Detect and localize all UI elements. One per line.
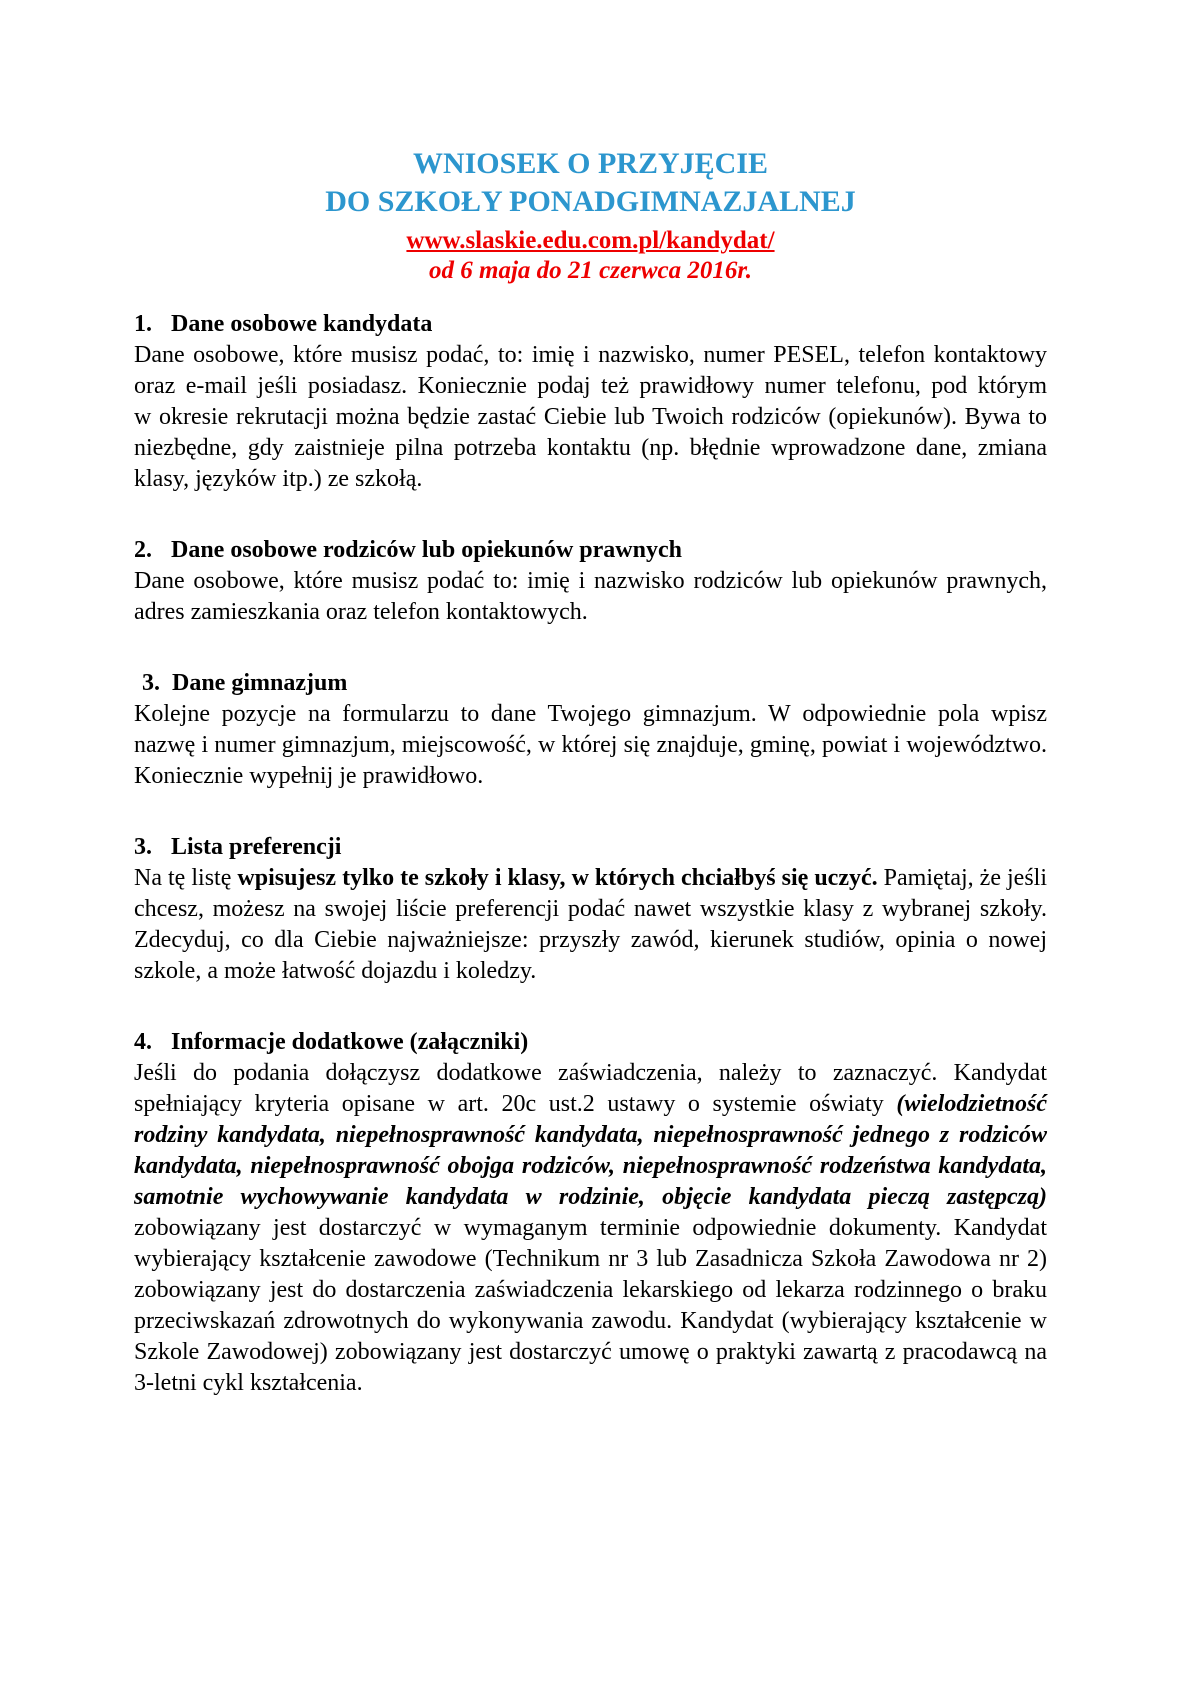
title-line-2: DO SZKOŁY PONADGIMNAZJALNEJ bbox=[325, 185, 856, 218]
section-heading bbox=[134, 309, 1047, 340]
section-paragraph bbox=[134, 340, 1047, 495]
section-heading-text: Lista preferencji bbox=[171, 834, 342, 860]
section-paragraph bbox=[134, 566, 1047, 628]
section bbox=[134, 1027, 1047, 1399]
section-paragraph bbox=[134, 699, 1047, 792]
section-number: 2. bbox=[134, 537, 152, 563]
text-run: Dane osobowe, które musisz podać, to: imię i nazwisko, numer PESEL, telefon kontaktowy oraz e-mail jeśli posiadasz. Koniecznie podaj też prawidłowy numer telefonu, pod którym w okresie rekrutacji można będzie zastać Ciebie lub Twoich rodziców (opiekunów). Bywa to niezbędne, gdy zaistnieje pilna potrzeba kontaktu (np. błędnie wprowadzone dane, zmiana klasy, języków itp.) ze szkołą. bbox=[134, 342, 1047, 492]
document-link[interactable]: www.slaskie.edu.com.pl/kandydat/ bbox=[406, 227, 775, 254]
section-number: 3. bbox=[142, 670, 160, 696]
section-heading bbox=[134, 535, 1047, 566]
section-heading bbox=[134, 668, 1047, 699]
section-heading-text: Dane gimnazjum bbox=[172, 670, 348, 696]
section-heading-text: Dane osobowe kandydata bbox=[171, 311, 433, 337]
text-run: Pamiętaj, że jeśli chcesz, możesz na swojej liście preferencji podać nawet wszystkie klasy z wybranej szkoły. Zdecyduj, co dla Ciebie najważniejsze: przyszły zawód, kierunek studiów, opinia o nowej szkole, a może łatwość dojazdu i koledzy. bbox=[134, 865, 1047, 984]
section-paragraph bbox=[134, 1058, 1047, 1399]
text-run: zobowiązany jest dostarczyć w wymaganym terminie odpowiednie dokumenty. Kandydat wybierający kształcenie zawodowe (Technikum nr 3 lub Zasadnicza Szkoła Zawodowa nr 2) zobowiązany jest do dostarczenia zaświadczenia lekarskiego od lekarza rodzinnego o braku przeciwskazań zdrowotnych do wykonywania zawodu. Kandydat (wybierający kształcenie w Szkole Zawodowej) zobowiązany jest dostarczyć umowę o praktyki zawartą z pracodawcą na 3-letni cykl kształcenia. bbox=[134, 1215, 1047, 1396]
text-run: Dane osobowe, które musisz podać to: imię i nazwisko rodziców lub opiekunów prawnych, adres zamieszkania oraz telefon kontaktowych. bbox=[134, 568, 1047, 625]
text-run: wpisujesz tylko te szkoły i klasy, w których chciałbyś się uczyć. bbox=[237, 865, 878, 891]
section bbox=[134, 832, 1047, 987]
text-run: Kolejne pozycje na formularzu to dane Twojego gimnazjum. W odpowiednie pola wpisz nazwę i numer gimnazjum, miejscowość, w której się znajduje, gminę, powiat i województwo. Koniecznie wypełnij je prawidłowo. bbox=[134, 701, 1047, 789]
text-run: Na tę listę bbox=[134, 865, 238, 891]
date-range: od 6 maja do 21 czerwca 2016r. bbox=[429, 257, 752, 284]
title-line-1: WNIOSEK O PRZYJĘCIE bbox=[412, 147, 769, 180]
section-number: 4. bbox=[134, 1029, 152, 1055]
section bbox=[134, 535, 1047, 628]
text-run: (wielodzietność rodziny kandydata, niepełnosprawność kandydata, niepełnosprawność jednego z rodziców kandydata, niepełnosprawność obojga rodziców, niepełnosprawność rodzeństwa kandydata, samotnie wychowywanie kandydata w rodzinie, objęcie kandydata pieczą zastępczą) bbox=[134, 1091, 1047, 1210]
sections bbox=[134, 309, 1047, 1399]
section-number: 1. bbox=[134, 311, 152, 337]
section bbox=[134, 668, 1047, 792]
section-number: 3. bbox=[134, 834, 152, 860]
section-heading bbox=[134, 832, 1047, 863]
section-heading-text: Dane osobowe rodziców lub opiekunów prawnych bbox=[171, 537, 682, 563]
document-header bbox=[134, 145, 1047, 286]
section-heading-text: Informacje dodatkowe (załączniki) bbox=[171, 1029, 529, 1055]
section bbox=[134, 309, 1047, 495]
document-link-row bbox=[134, 226, 1047, 256]
section-paragraph bbox=[134, 863, 1047, 987]
document-title bbox=[134, 145, 1047, 221]
section-heading bbox=[134, 1027, 1047, 1058]
text-run: Jeśli do podania dołączysz dodatkowe zaświadczenia, należy to zaznaczyć. Kandydat spełniający kryteria opisane w art. 20c ust.2 ustawy o systemie oświaty bbox=[134, 1060, 1047, 1117]
